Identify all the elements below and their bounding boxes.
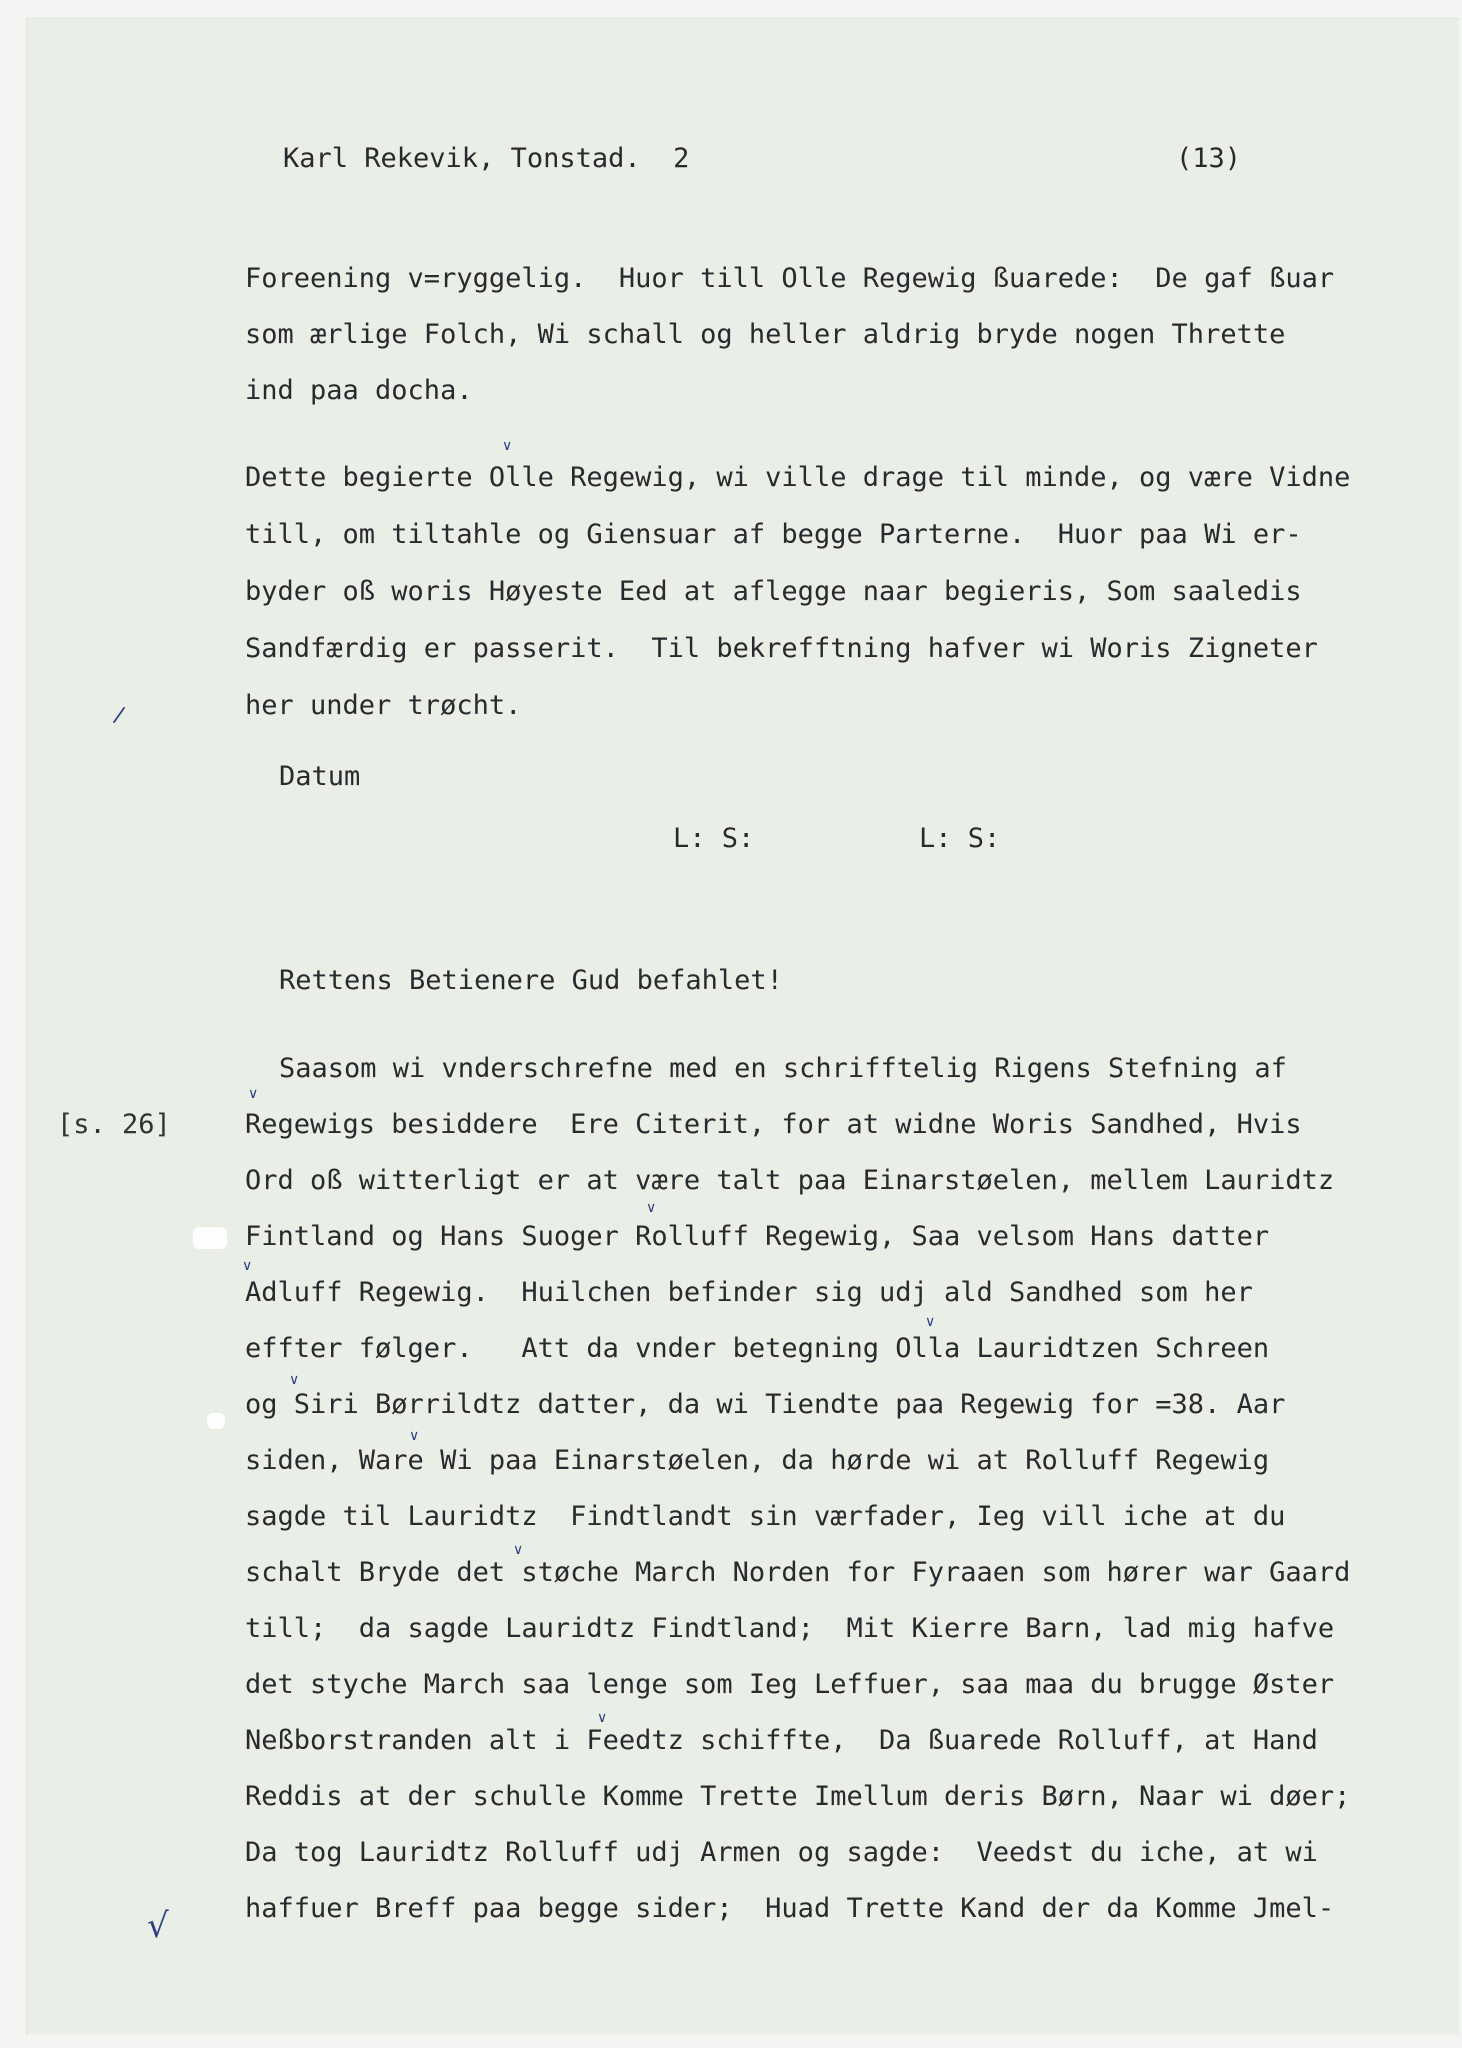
page-number: (13): [1176, 143, 1242, 174]
check-tick-icon: ∨: [646, 1200, 657, 1216]
scan-smudge: [193, 1227, 227, 1249]
text-line: det styche March saa lenge som Ieg Leffuer, saa maa du brugge Øster: [245, 1669, 1335, 1700]
text-line: og Siri Børrildtz datter, da wi Tiendte paa Regewig for =38. Aar: [245, 1389, 1286, 1420]
text-line: som ærlige Folch, Wi schall og heller aldrig bryde nogen Thrette: [245, 319, 1286, 350]
text-line: haffuer Breff paa begge sider; Huad Trette Kand der da Komme Jmel-: [245, 1893, 1335, 1924]
check-tick-icon: ∨: [502, 438, 513, 454]
text-line: schalt Bryde det støche March Norden for Fyraaen som hører war Gaard: [245, 1557, 1351, 1588]
text-line: ind paa docha.: [245, 375, 473, 406]
text-line: her under trøcht.: [245, 690, 522, 721]
check-tick-icon: ∨: [242, 1258, 253, 1274]
text-line: Sandfærdig er passerit. Til bekrefftning hafver wi Woris Zigneter: [245, 633, 1318, 664]
check-tick-icon: ∨: [597, 1710, 608, 1726]
seal-mark: L: S:: [673, 823, 755, 854]
pen-stroke-icon: /: [111, 702, 127, 729]
running-header-left: Karl Rekevik, Tonstad. 2: [283, 143, 690, 174]
text-line: byder oß woris Høyeste Eed at aflegge naar begieris, Som saaledis: [245, 576, 1302, 607]
text-line: Saasom wi vnderschrefne med en schrifftelig Rigens Stefning af: [279, 1053, 1287, 1084]
datum-line: Datum: [279, 761, 361, 792]
text-line: Neßborstranden alt i Feedtz schiffte, Da ßuarede Rolluff, at Hand: [245, 1725, 1318, 1756]
check-tick-icon: ∨: [513, 1542, 524, 1558]
text-line: till, om tiltahle og Giensuar af begge Parterne. Huor paa Wi er-: [245, 519, 1302, 550]
check-tick-icon: ∨: [409, 1428, 420, 1444]
text-line: till; da sagde Lauridtz Findtland; Mit Kierre Barn, lad mig hafve: [245, 1613, 1335, 1644]
text-line: Adluff Regewig. Huilchen befinder sig udj ald Sandhed som her: [245, 1277, 1253, 1308]
check-tick-icon: ∨: [289, 1372, 300, 1388]
document-page: [26, 18, 1459, 2035]
check-tick-icon: ∨: [925, 1314, 936, 1330]
scan-smudge: [207, 1413, 225, 1429]
seal-mark: L: S:: [919, 823, 1001, 854]
pen-check-icon: √: [147, 1906, 169, 1946]
text-line: Regewigs besiddere Ere Citerit, for at widne Woris Sandhed, Hvis: [245, 1109, 1302, 1140]
text-line: siden, Ware Wi paa Einarstøelen, da hørde wi at Rolluff Regewig: [245, 1445, 1270, 1476]
text-line: effter følger. Att da vnder betegning Olla Lauridtzen Schreen: [245, 1333, 1270, 1364]
text-line: Dette begierte Olle Regewig, wi ville drage til minde, og være Vidne: [245, 462, 1351, 493]
text-line: Reddis at der schulle Komme Trette Imellum deris Børn, Naar wi døer;: [245, 1781, 1351, 1812]
text-line: sagde til Lauridtz Findtlandt sin værfader, Ieg vill iche at du: [245, 1501, 1286, 1532]
text-line: Ord oß witterligt er at være talt paa Einarstøelen, mellem Lauridtz: [245, 1165, 1335, 1196]
margin-page-reference: [s. 26]: [57, 1109, 171, 1140]
text-line: Foreening v=ryggelig. Huor till Olle Regewig ßuarede: De gaf ßuar: [245, 263, 1335, 294]
text-line: Fintland og Hans Suoger Rolluff Regewig, Saa velsom Hans datter: [245, 1221, 1270, 1252]
text-line: Da tog Lauridtz Rolluff udj Armen og sagde: Veedst du iche, at wi: [245, 1837, 1318, 1868]
salutation-line: Rettens Betienere Gud befahlet!: [279, 965, 783, 996]
check-tick-icon: ∨: [248, 1086, 259, 1102]
